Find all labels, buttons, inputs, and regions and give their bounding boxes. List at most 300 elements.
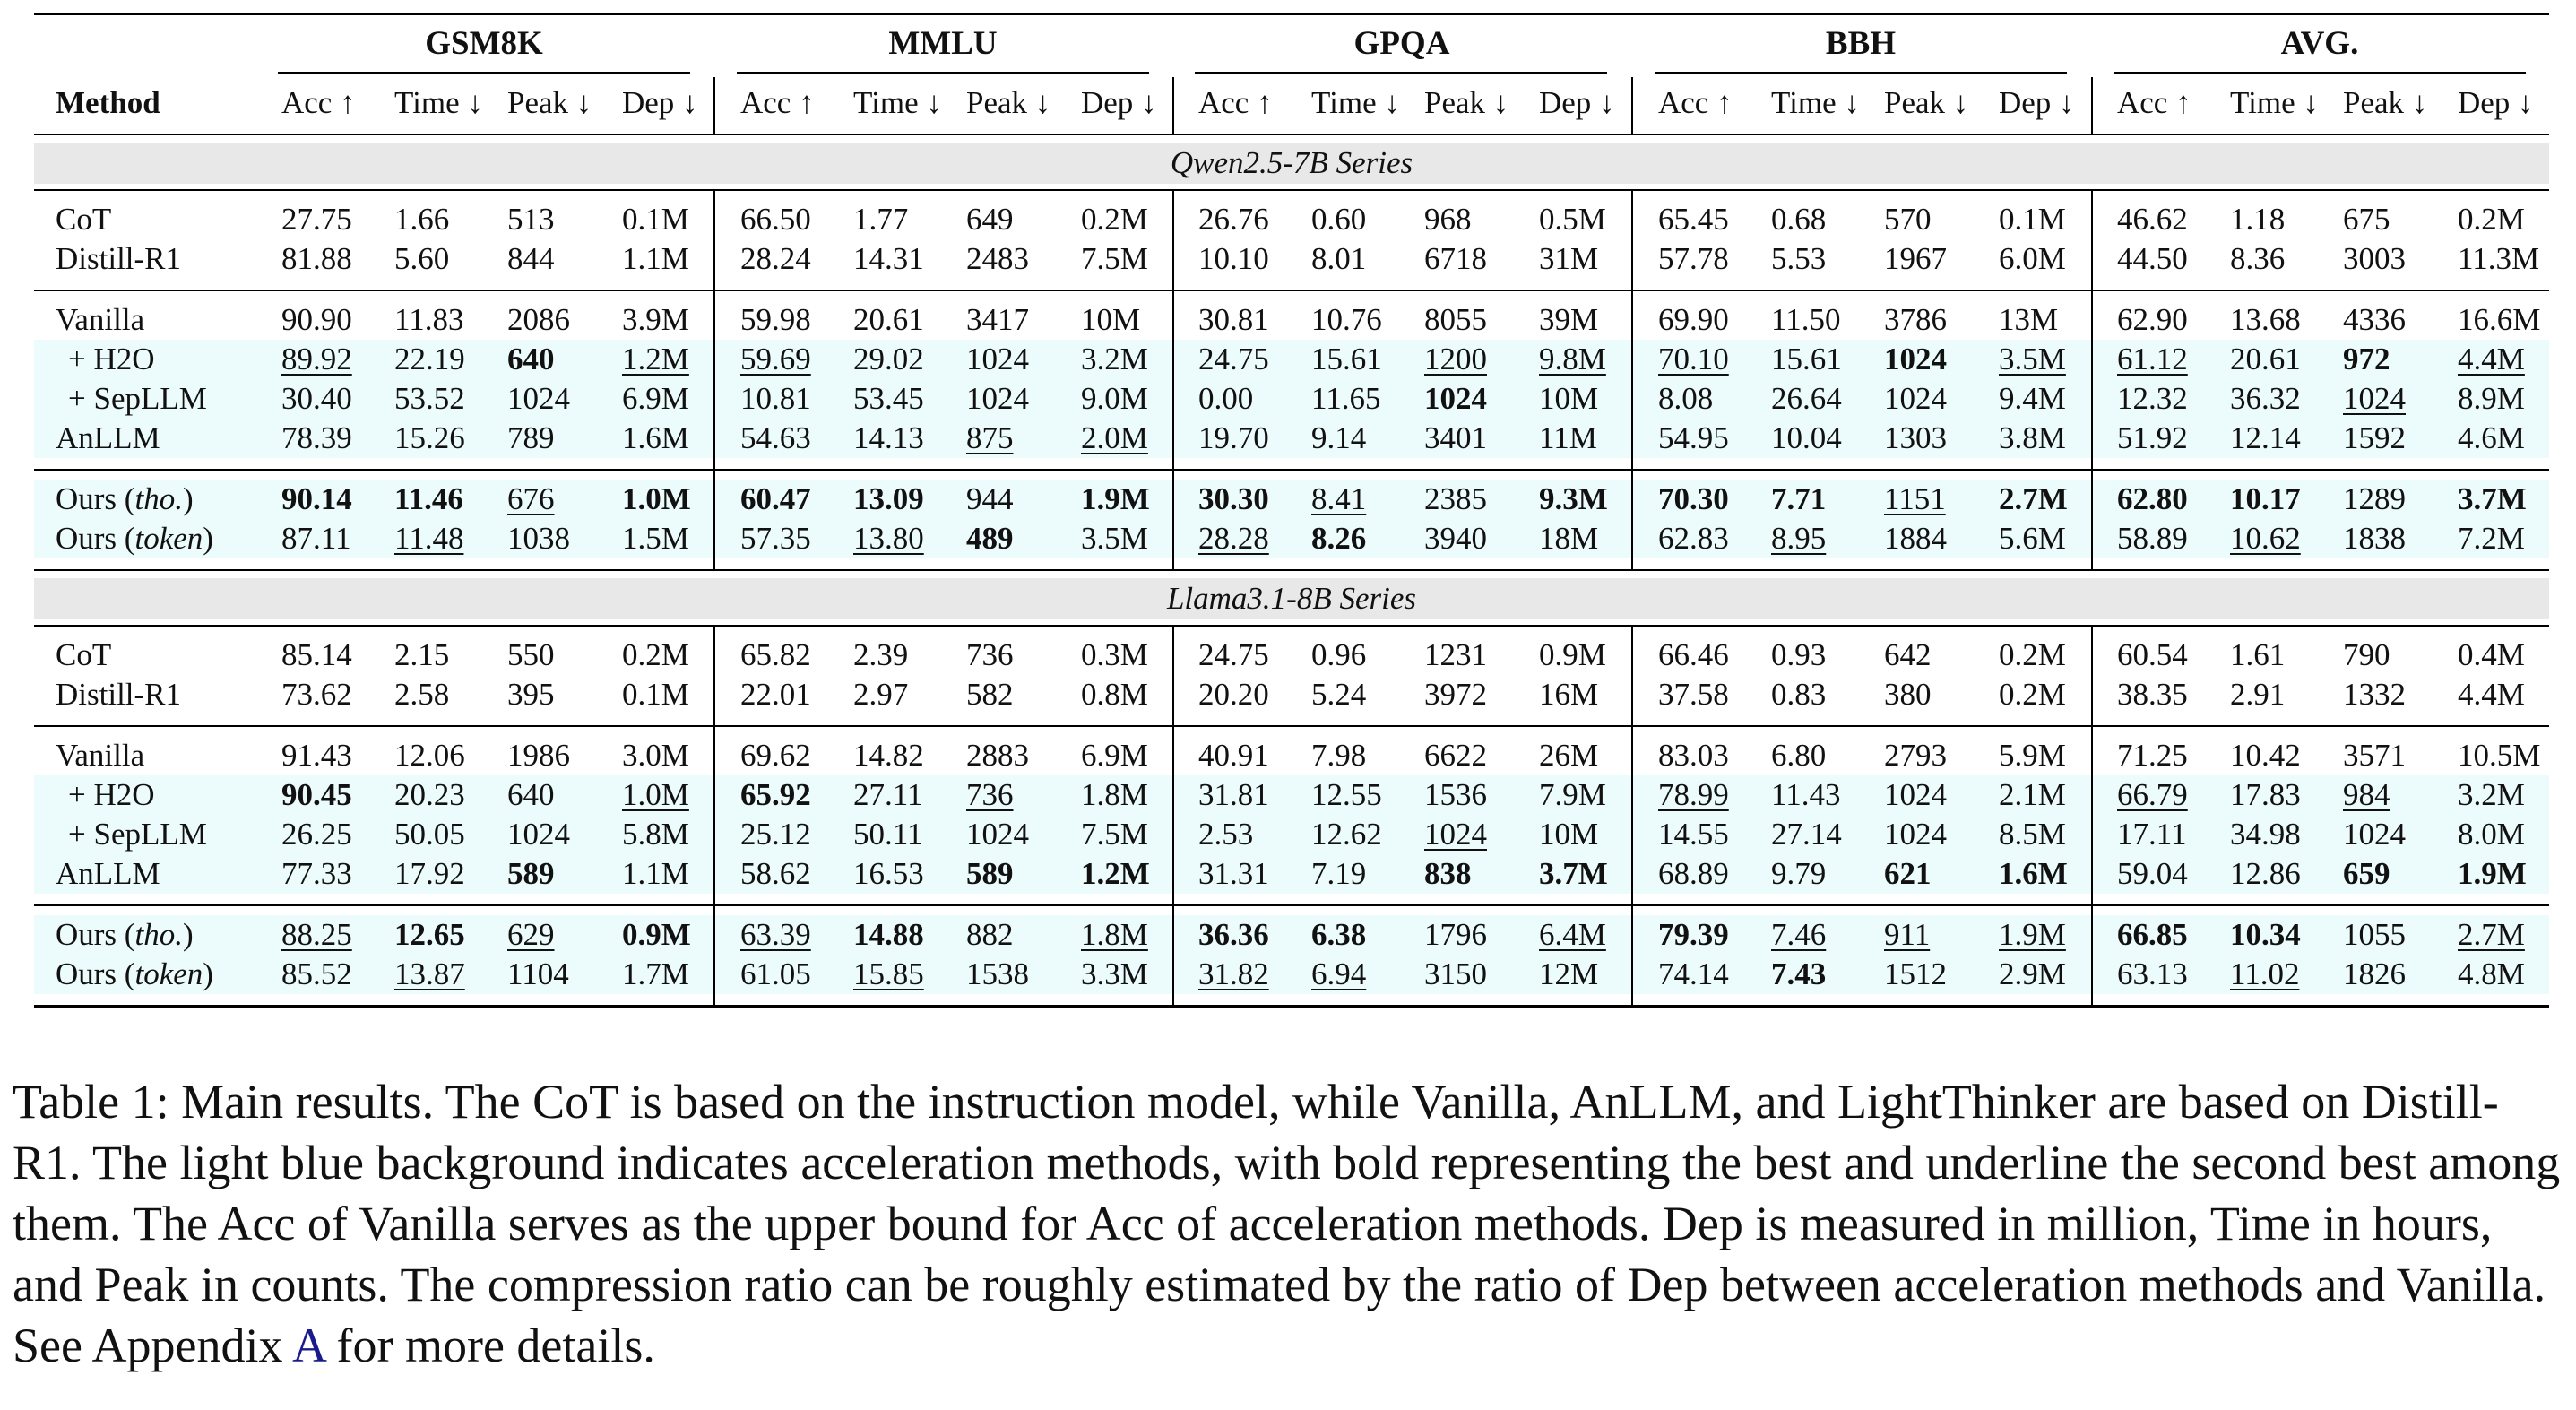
value-cell: 22.19 (394, 342, 465, 376)
value-cell: 844 (507, 241, 555, 276)
value-cell: 2.39 (853, 637, 909, 672)
method-label: Vanilla (56, 738, 145, 773)
group-underline (278, 72, 690, 74)
value-cell: 70.30 (1658, 481, 1729, 516)
column-separator (2091, 727, 2093, 904)
value-cell: 15.26 (394, 420, 465, 455)
value-cell: 1986 (507, 738, 570, 773)
column-separator (1172, 191, 1174, 290)
value-cell: 85.14 (281, 637, 352, 672)
value-cell: 10.5M (2458, 738, 2541, 773)
value-cell: 6718 (1424, 241, 1487, 276)
value-cell: 7.71 (1771, 481, 1827, 516)
column-separator (1172, 77, 1174, 134)
value-cell: 3.7M (1539, 856, 1608, 891)
value-cell: 58.89 (2117, 521, 2188, 556)
value-cell: 50.11 (853, 817, 923, 852)
value-cell: 26.76 (1198, 202, 1269, 237)
value-cell: 69.90 (1658, 302, 1729, 337)
value-cell: 91.43 (281, 738, 352, 773)
value-cell: 1.6M (1999, 856, 2068, 891)
value-cell: 5.53 (1771, 241, 1827, 276)
value-cell: 6622 (1424, 738, 1487, 773)
value-cell: 1151 (1884, 481, 1946, 516)
series-rule (34, 189, 2549, 191)
value-cell: 4.4M (2458, 342, 2525, 376)
column-separator (713, 191, 715, 290)
group-header: GSM8K (425, 25, 543, 62)
value-cell: 1024 (1884, 381, 1947, 416)
value-cell: 0.68 (1771, 202, 1827, 237)
value-cell: 6.0M (1999, 241, 2066, 276)
value-cell: 0.9M (1539, 637, 1606, 672)
value-cell: 1592 (2343, 420, 2406, 455)
value-cell: 65.45 (1658, 202, 1729, 237)
value-cell: 1.9M (1999, 917, 2066, 952)
metric-header: Acc ↑ (281, 85, 356, 120)
value-cell: 0.60 (1311, 202, 1367, 237)
value-cell: 9.79 (1771, 856, 1827, 891)
table-caption (13, 1071, 2567, 1376)
value-cell: 8.9M (2458, 381, 2525, 416)
value-cell: 54.63 (740, 420, 811, 455)
value-cell: 30.30 (1198, 481, 1269, 516)
value-cell: 0.93 (1771, 637, 1827, 672)
value-cell: 7.2M (2458, 521, 2525, 556)
value-cell: 1838 (2343, 521, 2406, 556)
caption-text: Table 1: Main results. The CoT is based on the instruction model, while Vanilla, AnLLM, and LightThinker are based on Distill-R1. The light blue background indicates acceleration methods, with bold representing the best and underline the second best among them. The Acc of Vanilla serves as the upper bound for Acc of acceleration methods. Dep is measured in million, Time in hours, and Peak in counts. The compression ratio can be roughly estimated by the ratio of Dep between acceleration methods and Vanilla. See Appendix (13, 1075, 2561, 1372)
metric-header: Dep ↓ (622, 85, 698, 120)
column-separator (713, 291, 715, 469)
value-cell: 77.33 (281, 856, 352, 891)
method-cell (56, 419, 160, 458)
value-cell: 9.4M (1999, 381, 2066, 416)
value-cell: 489 (966, 521, 1014, 556)
value-cell: 2.7M (1999, 481, 2068, 516)
value-cell: 28.24 (740, 241, 811, 276)
value-cell: 2.0M (1081, 420, 1148, 455)
value-cell: 570 (1884, 202, 1932, 237)
column-separator (2091, 471, 2093, 569)
value-cell: 8055 (1424, 302, 1487, 337)
value-cell: 13.68 (2230, 302, 2301, 337)
value-cell: 1.7M (622, 956, 689, 991)
value-cell: 88.25 (281, 917, 352, 952)
method-label: Vanilla (56, 302, 145, 337)
value-cell: 8.26 (1311, 521, 1367, 556)
value-cell: 2483 (966, 241, 1029, 276)
value-cell: 3417 (966, 302, 1029, 337)
metric-header: Peak ↓ (1424, 85, 1509, 120)
value-cell: 0.4M (2458, 637, 2525, 672)
value-cell: 0.1M (622, 202, 689, 237)
value-cell: 3571 (2343, 738, 2406, 773)
value-cell: 4336 (2343, 302, 2406, 337)
value-cell: 66.85 (2117, 917, 2188, 952)
metric-header: Peak ↓ (2343, 85, 2428, 120)
value-cell: 83.03 (1658, 738, 1729, 773)
value-cell: 11.50 (1771, 302, 1841, 337)
value-cell: 5.24 (1311, 677, 1367, 712)
method-variant: tho. (134, 917, 183, 952)
method-label: + SepLLM (68, 817, 207, 852)
value-cell: 1.2M (622, 342, 689, 376)
value-cell: 0.9M (622, 917, 691, 952)
value-cell: 81.88 (281, 241, 352, 276)
value-cell: 61.12 (2117, 342, 2188, 376)
caption-text-end: for more details. (324, 1319, 655, 1372)
metric-header: Dep ↓ (2458, 85, 2534, 120)
value-cell: 11.3M (2458, 241, 2540, 276)
block-rule (34, 569, 2549, 571)
method-label: + H2O (68, 777, 155, 812)
column-separator (2091, 906, 2093, 1005)
value-cell: 8.0M (2458, 817, 2525, 852)
value-cell: 59.98 (740, 302, 811, 337)
method-cell (56, 480, 194, 519)
value-cell: 10M (1539, 817, 1599, 852)
value-cell: 15.61 (1771, 342, 1842, 376)
column-separator (1631, 627, 1633, 725)
metric-header: Time ↓ (1771, 85, 1860, 120)
value-cell: 659 (2343, 856, 2390, 891)
value-cell: 71.25 (2117, 738, 2188, 773)
value-cell: 16.53 (853, 856, 924, 891)
value-cell: 30.81 (1198, 302, 1269, 337)
value-cell: 589 (507, 856, 555, 891)
value-cell: 0.2M (2458, 202, 2525, 237)
value-cell: 790 (2343, 637, 2390, 672)
value-cell: 19.70 (1198, 420, 1269, 455)
value-cell: 5.9M (1999, 738, 2066, 773)
value-cell: 10.76 (1311, 302, 1382, 337)
value-cell: 1.0M (622, 777, 689, 812)
value-cell: 0.5M (1539, 202, 1606, 237)
value-cell: 30.40 (281, 381, 352, 416)
method-label: Distill-R1 (56, 677, 182, 712)
value-cell: 968 (1424, 202, 1472, 237)
value-cell: 1.5M (622, 521, 689, 556)
value-cell: 60.47 (740, 481, 811, 516)
value-cell: 0.3M (1081, 637, 1148, 672)
value-cell: 8.95 (1771, 521, 1827, 556)
column-separator (2091, 627, 2093, 725)
value-cell: 14.31 (853, 241, 924, 276)
value-cell: 1024 (507, 817, 570, 852)
value-cell: 380 (1884, 677, 1932, 712)
value-cell: 11.48 (394, 521, 464, 556)
value-cell: 87.11 (281, 521, 351, 556)
value-cell: 0.2M (1081, 202, 1148, 237)
value-cell: 65.82 (740, 637, 811, 672)
value-cell: 882 (966, 917, 1014, 952)
value-cell: 6.9M (1081, 738, 1148, 773)
value-cell: 2.7M (2458, 917, 2525, 952)
value-cell: 640 (507, 342, 555, 376)
value-cell: 1.77 (853, 202, 909, 237)
value-cell: 11.43 (1771, 777, 1841, 812)
method-variant: tho. (134, 481, 183, 516)
value-cell: 1303 (1884, 420, 1947, 455)
metric-header: Peak ↓ (966, 85, 1051, 120)
value-cell: 1.18 (2230, 202, 2286, 237)
value-cell: 13M (1999, 302, 2059, 337)
value-cell: 24.75 (1198, 637, 1269, 672)
column-separator (2091, 191, 2093, 290)
value-cell: 8.5M (1999, 817, 2066, 852)
value-cell: 6.4M (1539, 917, 1606, 952)
value-cell: 57.78 (1658, 241, 1729, 276)
value-cell: 26.25 (281, 817, 352, 852)
value-cell: 8.08 (1658, 381, 1714, 416)
metric-header: Acc ↑ (1658, 85, 1733, 120)
value-cell: 1332 (2343, 677, 2406, 712)
method-label: Ours ( (56, 917, 135, 952)
value-cell: 27.75 (281, 202, 352, 237)
value-cell: 8.01 (1311, 241, 1367, 276)
column-separator (2091, 291, 2093, 469)
value-cell: 12.86 (2230, 856, 2301, 891)
value-cell: 1.66 (394, 202, 450, 237)
value-cell: 31M (1539, 241, 1599, 276)
value-cell: 2.58 (394, 677, 450, 712)
value-cell: 1038 (507, 521, 570, 556)
method-cell (56, 736, 144, 775)
value-cell: 838 (1424, 856, 1472, 891)
value-cell: 11.02 (2230, 956, 2300, 991)
group-header: GPQA (1353, 25, 1450, 62)
method-label: CoT (56, 637, 112, 672)
method-label: CoT (56, 202, 112, 237)
metric-header: Peak ↓ (1884, 85, 1969, 120)
value-cell: 1.6M (622, 420, 689, 455)
value-cell: 53.52 (394, 381, 465, 416)
value-cell: 74.14 (1658, 956, 1729, 991)
method-label: + SepLLM (68, 381, 207, 416)
value-cell: 3003 (2343, 241, 2406, 276)
method-label-end: ) (203, 956, 213, 991)
value-cell: 676 (507, 481, 555, 516)
value-cell: 53.45 (853, 381, 924, 416)
method-cell (68, 815, 207, 854)
value-cell: 2385 (1424, 481, 1487, 516)
method-label-end: ) (203, 521, 213, 556)
value-cell: 10M (1539, 381, 1599, 416)
value-cell: 62.90 (2117, 302, 2188, 337)
value-cell: 20.20 (1198, 677, 1269, 712)
value-cell: 10.10 (1198, 241, 1269, 276)
value-cell: 36.32 (2230, 381, 2301, 416)
value-cell: 17.92 (394, 856, 465, 891)
value-cell: 675 (2343, 202, 2390, 237)
group-underline (737, 72, 1149, 74)
value-cell: 0.8M (1081, 677, 1148, 712)
value-cell: 911 (1884, 917, 1931, 952)
value-cell: 1.2M (1081, 856, 1150, 891)
value-cell: 1.0M (622, 481, 691, 516)
group-header: MMLU (888, 25, 998, 62)
metric-header: Peak ↓ (507, 85, 592, 120)
value-cell: 1024 (1884, 777, 1947, 812)
metric-header: Time ↓ (394, 85, 483, 120)
method-label: Ours ( (56, 481, 135, 516)
column-separator (1631, 906, 1633, 1005)
value-cell: 12M (1539, 956, 1599, 991)
column-separator (1631, 471, 1633, 569)
value-cell: 79.39 (1658, 917, 1729, 952)
value-cell: 8.36 (2230, 241, 2286, 276)
value-cell: 54.95 (1658, 420, 1729, 455)
series-title: Qwen2.5-7B Series (1170, 145, 1413, 180)
column-separator (713, 77, 715, 134)
metric-header: Acc ↑ (1198, 85, 1273, 120)
value-cell: 3401 (1424, 420, 1487, 455)
group-underline (1655, 72, 2067, 74)
method-cell (56, 200, 111, 239)
method-label: + H2O (68, 342, 155, 376)
value-cell: 1024 (966, 342, 1029, 376)
value-cell: 10.17 (2230, 481, 2301, 516)
value-cell: 11.46 (394, 481, 463, 516)
value-cell: 3.9M (622, 302, 689, 337)
value-cell: 16.6M (2458, 302, 2541, 337)
value-cell: 3940 (1424, 521, 1487, 556)
column-separator (713, 906, 715, 1005)
method-label-end: ) (182, 917, 194, 952)
value-cell: 7.5M (1081, 241, 1148, 276)
value-cell: 0.2M (1999, 637, 2066, 672)
column-separator (1172, 291, 1174, 469)
value-cell: 78.39 (281, 420, 352, 455)
value-cell: 12.62 (1311, 817, 1382, 852)
header-rule (34, 134, 2549, 135)
value-cell: 1512 (1884, 956, 1947, 991)
block-rule (34, 290, 2549, 291)
value-cell: 10.81 (740, 381, 811, 416)
value-cell: 39M (1539, 302, 1599, 337)
value-cell: 6.38 (1311, 917, 1367, 952)
value-cell: 3972 (1424, 677, 1487, 712)
value-cell: 1.9M (2458, 856, 2527, 891)
value-cell: 3.0M (622, 738, 689, 773)
value-cell: 640 (507, 777, 555, 812)
value-cell: 11.65 (1311, 381, 1381, 416)
value-cell: 27.14 (1771, 817, 1842, 852)
group-header: BBH (1825, 25, 1897, 62)
value-cell: 40.91 (1198, 738, 1269, 773)
appendix-link[interactable]: A (291, 1319, 325, 1372)
value-cell: 31.81 (1198, 777, 1269, 812)
value-cell: 1024 (1424, 817, 1487, 852)
value-cell: 38.35 (2117, 677, 2188, 712)
value-cell: 4.6M (2458, 420, 2525, 455)
value-cell: 8.41 (1311, 481, 1367, 516)
value-cell: 2.97 (853, 677, 909, 712)
value-cell: 70.10 (1658, 342, 1729, 376)
value-cell: 9.3M (1539, 481, 1608, 516)
value-cell: 1231 (1424, 637, 1487, 672)
value-cell: 1884 (1884, 521, 1947, 556)
value-cell: 12.14 (2230, 420, 2301, 455)
value-cell: 550 (507, 637, 555, 672)
value-cell: 1.1M (622, 856, 689, 891)
value-cell: 68.89 (1658, 856, 1729, 891)
column-separator (1172, 727, 1174, 904)
method-cell (56, 675, 181, 714)
value-cell: 589 (966, 856, 1014, 891)
value-cell: 3150 (1424, 956, 1487, 991)
series-title: Llama3.1-8B Series (1166, 581, 1417, 616)
value-cell: 57.35 (740, 521, 811, 556)
metric-header: Time ↓ (853, 85, 942, 120)
column-separator (1631, 77, 1633, 134)
value-cell: 90.90 (281, 302, 352, 337)
value-cell: 1024 (2343, 381, 2406, 416)
value-cell: 513 (507, 202, 555, 237)
value-cell: 1024 (966, 381, 1029, 416)
value-cell: 1200 (1424, 342, 1487, 376)
method-variant: token (134, 956, 203, 991)
value-cell: 62.80 (2117, 481, 2188, 516)
column-separator (713, 471, 715, 569)
value-cell: 0.2M (1999, 677, 2066, 712)
metric-header: Acc ↑ (740, 85, 815, 120)
value-cell: 58.62 (740, 856, 811, 891)
value-cell: 1536 (1424, 777, 1487, 812)
value-cell: 10.42 (2230, 738, 2301, 773)
value-cell: 1.9M (1081, 481, 1150, 516)
value-cell: 2.15 (394, 637, 450, 672)
value-cell: 0.1M (1999, 202, 2066, 237)
value-cell: 29.02 (853, 342, 924, 376)
value-cell: 736 (966, 637, 1014, 672)
value-cell: 14.88 (853, 917, 924, 952)
column-separator (1172, 471, 1174, 569)
value-cell: 3.2M (1081, 342, 1148, 376)
value-cell: 972 (2343, 342, 2390, 376)
value-cell: 875 (966, 420, 1014, 455)
group-underline (1195, 72, 1607, 74)
value-cell: 0.00 (1198, 381, 1254, 416)
value-cell: 14.13 (853, 420, 924, 455)
value-cell: 7.19 (1311, 856, 1367, 891)
metric-header: Dep ↓ (1999, 85, 2075, 120)
value-cell: 10.34 (2230, 917, 2301, 952)
value-cell: 25.12 (740, 817, 811, 852)
value-cell: 50.05 (394, 817, 465, 852)
value-cell: 24.75 (1198, 342, 1269, 376)
value-cell: 642 (1884, 637, 1932, 672)
value-cell: 61.05 (740, 956, 811, 991)
value-cell: 0.1M (622, 677, 689, 712)
method-label: Distill-R1 (56, 241, 182, 276)
value-cell: 6.9M (622, 381, 689, 416)
value-cell: 51.92 (2117, 420, 2188, 455)
value-cell: 0.83 (1771, 677, 1827, 712)
value-cell: 2.91 (2230, 677, 2286, 712)
value-cell: 1.8M (1081, 917, 1148, 952)
column-separator (713, 727, 715, 904)
value-cell: 20.61 (853, 302, 924, 337)
method-label: AnLLM (56, 856, 160, 891)
value-cell: 89.92 (281, 342, 352, 376)
metric-header: Dep ↓ (1539, 85, 1615, 120)
value-cell: 1104 (507, 956, 569, 991)
value-cell: 1024 (507, 381, 570, 416)
method-cell (68, 775, 155, 815)
value-cell: 621 (1884, 856, 1932, 891)
value-cell: 3.3M (1081, 956, 1148, 991)
